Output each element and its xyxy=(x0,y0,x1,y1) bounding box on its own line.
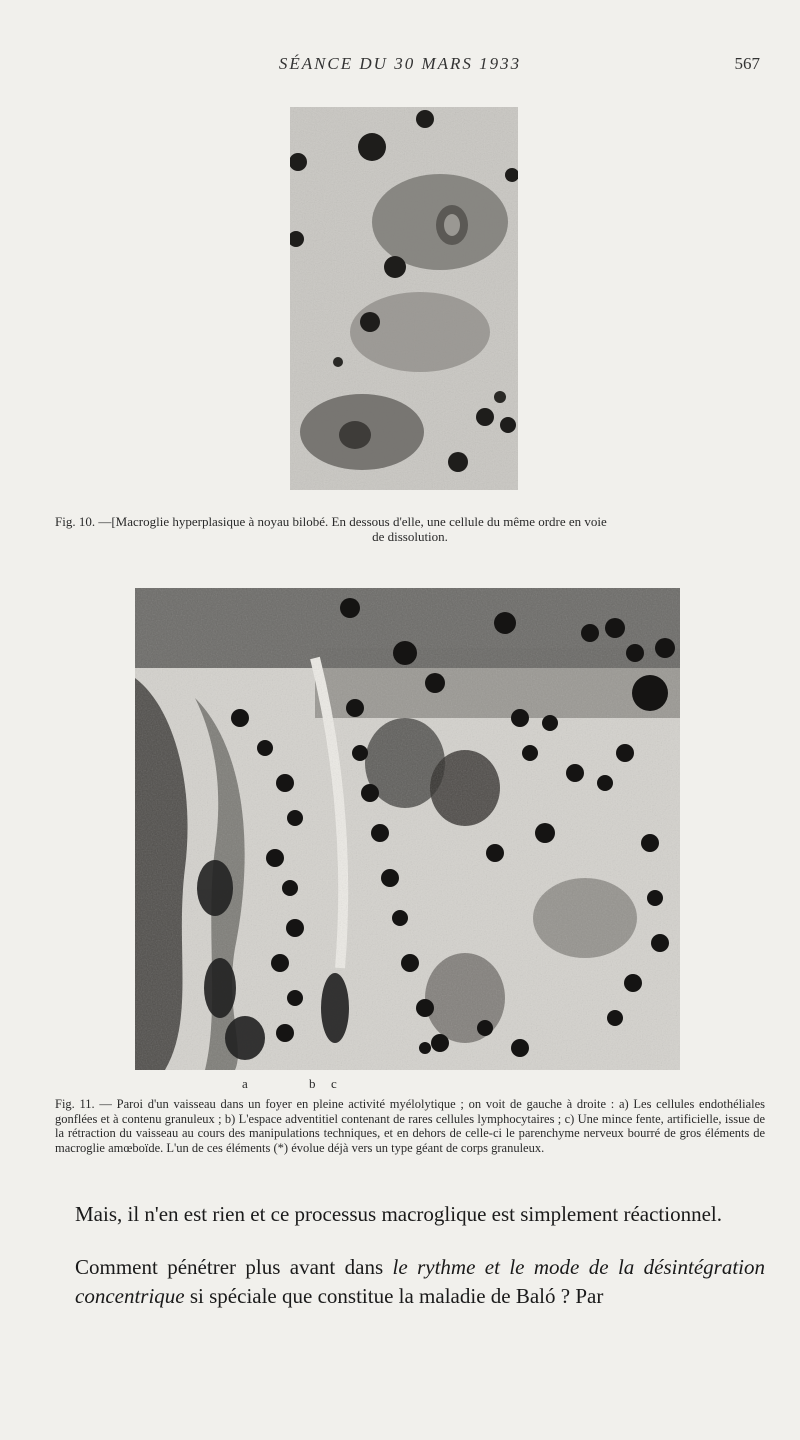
body-paragraph-1: Mais, il n'en est rien et ce processus macroglique est simplement réactionnel. xyxy=(75,1202,723,1226)
body-p2-end: si spéciale que constitue la maladie de Baló ? Par xyxy=(184,1284,604,1308)
page-number: 567 xyxy=(734,54,760,73)
figure-11-letter-c: c xyxy=(331,1076,337,1091)
running-head: SÉANCE DU 30 MARS 1933 xyxy=(278,54,522,73)
figure-11-micrograph xyxy=(135,588,680,1070)
figure-11-label: Fig. 11. xyxy=(55,1097,95,1111)
figure-10-micrograph xyxy=(290,107,518,490)
figure-11-text: — Paroi d'un vaisseau dans un foyer en pleine activité myélolytique ; on voit de gauche à droite : a) Les cellules endothéliales gonflées et à contenu granuleux ; b) L'espace adventitiel contenant de rares cellules lymphocytaires ; c) Une mince fente, artificielle, issue de la rétraction du vaisseau au cours des manipulations techniques, et en dehors de celle-ci le parenchyme nerveux bourré de gros éléments de macroglie amœboïde. L'un de ces éléments (*) évolue déjà vers un type géant de corps granuleux. xyxy=(55,1097,765,1155)
figure-10-text-cont: de dissolution. xyxy=(372,529,448,544)
figure-10-text: —[Macroglie hyperplasique à noyau bilobé. En dessous d'elle, une cellule du même ordre en voie xyxy=(98,514,607,529)
figure-11-letter-a: a xyxy=(242,1076,248,1091)
page-header xyxy=(0,54,800,78)
body-p2-italic: le rythme et le mode de la désintégration concentrique xyxy=(75,1255,765,1308)
figure-11-letter-b: b xyxy=(309,1076,316,1091)
figure-11-caption xyxy=(55,1097,765,1155)
body-paragraph-2 xyxy=(75,1253,765,1311)
body-p2-start: Comment pénétrer plus avant dans xyxy=(75,1255,393,1279)
figure-10-caption xyxy=(55,514,765,544)
figure-10-label: Fig. 10. xyxy=(55,514,96,529)
